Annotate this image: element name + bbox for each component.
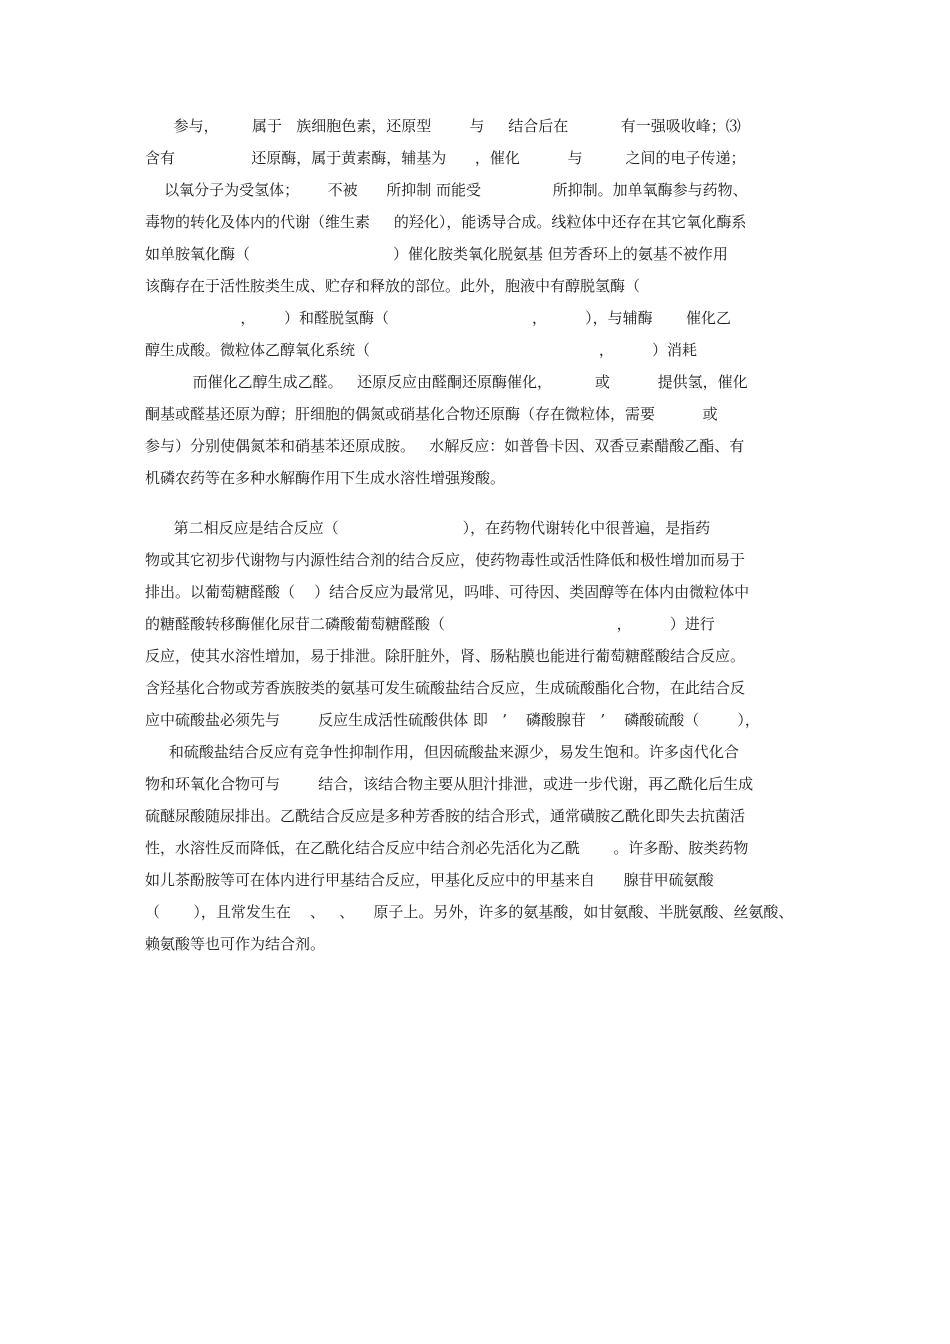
text-line: 如儿茶酚胺等可在体内进行甲基结合反应，甲基化反应中的甲基来自 腺苷甲硫氨酸 — [145, 871, 714, 889]
text-line: 醇生成酸。微粒体乙醇氧化系统（ ， ）消耗 — [145, 341, 698, 359]
text-line: 物和环氧化合物可与 结合，该结合物主要从胆汁排泄，或进一步代谢，再乙酰化后生成 — [145, 775, 754, 793]
text-line: 如单胺氧化酶（ ）催化胺类氧化脱氨基 但芳香环上的氨基不被作用 — [145, 245, 728, 263]
text-line: 排出。以葡萄糖醛酸（ ）结合反应为最常见，吗啡、可待因、类固醇等在体内由微粒体中 — [145, 583, 750, 601]
text-line: 而催化乙醇生成乙醛。 还原反应由醛酮还原酶催化， 或 提供氢，催化 — [145, 373, 748, 391]
text-line: 以氧分子为受氢体； 不被 所抑制 而能受 所抑制。加单氧酶参与药物、 — [145, 181, 748, 199]
text-line: 参与， 属于 族细胞色素，还原型 与 结合后在 有一强吸收峰；⑶ — [145, 117, 741, 135]
text-line: 反应，使其水溶性增加，易于排泄。除肝脏外，肾、肠粘膜也能进行葡萄糖醛酸结合反应。 — [145, 647, 746, 665]
text-line: 毒物的转化及体内的代谢（维生素 的羟化），能诱导合成。线粒体中还存在其它氧化酶系 — [145, 213, 747, 231]
text-line: 含羟基化合物或芳香族胺类的氨基可发生硫酸盐结合反应，生成硫酸酯化合物，在此结合反 — [145, 679, 746, 697]
text-line: 硫醚尿酸随尿排出。乙酰结合反应是多种芳香胺的结合形式，通常磺胺乙酰化即失去抗菌活 — [145, 807, 746, 825]
text-line: 赖氨酸等也可作为结合剂。 — [145, 935, 326, 953]
text-line: 和硫酸盐结合反应有竞争性抑制作用，但因硫酸盐来源少，易发生饱和。许多卤代化合 — [145, 743, 739, 761]
text-line: 酮基或醛基还原为醇；肝细胞的偶氮或硝基化合物还原酶（存在微粒体，需要 或 — [145, 405, 718, 423]
text-line: （ ），且常发生在 、 、 原子上。另外，许多的氨基酸，如甘氨酸、半胱氨酸、丝氨酸、 — [145, 903, 794, 921]
text-line: 参与）分别使偶氮苯和硝基苯还原成胺。 水解反应：如普鲁卡因、双香豆素醋酸乙酯、有 — [145, 437, 745, 455]
text-line: 机磷农药等在多种水解酶作用下生成水溶性增强羧酸。 — [145, 469, 506, 487]
text-line: 该酶存在于活性胺类生成、贮存和释放的部位。此外，胞液中有醇脱氢酶（ — [145, 277, 641, 295]
text-line: 物或其它初步代谢物与内源性结合剂的结合反应，使药物毒性或活性降低和极性增加而易于 — [145, 551, 746, 569]
text-line: 的糖醛酸转移酶催化尿苷二磷酸葡萄糖醛酸（ ， ）进行 — [145, 615, 715, 633]
text-line: ， ）和醛脱氢酶（ ， ），与辅酶 催化乙 — [145, 309, 732, 327]
text-line: 应中硫酸盐必须先与 反应生成活性硫酸供体 即 ’ 磷酸腺苷 ’ 磷酸硫酸（ ）， — [145, 711, 760, 729]
paragraph-phase-two-conjugation — [145, 512, 815, 960]
text-line: 第二相反应是结合反应（ ），在药物代谢转化中很普遍，是指药 — [145, 519, 711, 537]
text-line: 性，水溶性反而降低，在乙酰化结合反应中结合剂必先活化为乙酰 。许多酚、胺类药物 — [145, 839, 749, 857]
text-line: 含有 还原酶，属于黄素酶，辅基为 ，催化 与 之间的电子传递； — [145, 149, 746, 167]
paragraph-phase-one-reactions — [145, 110, 815, 494]
